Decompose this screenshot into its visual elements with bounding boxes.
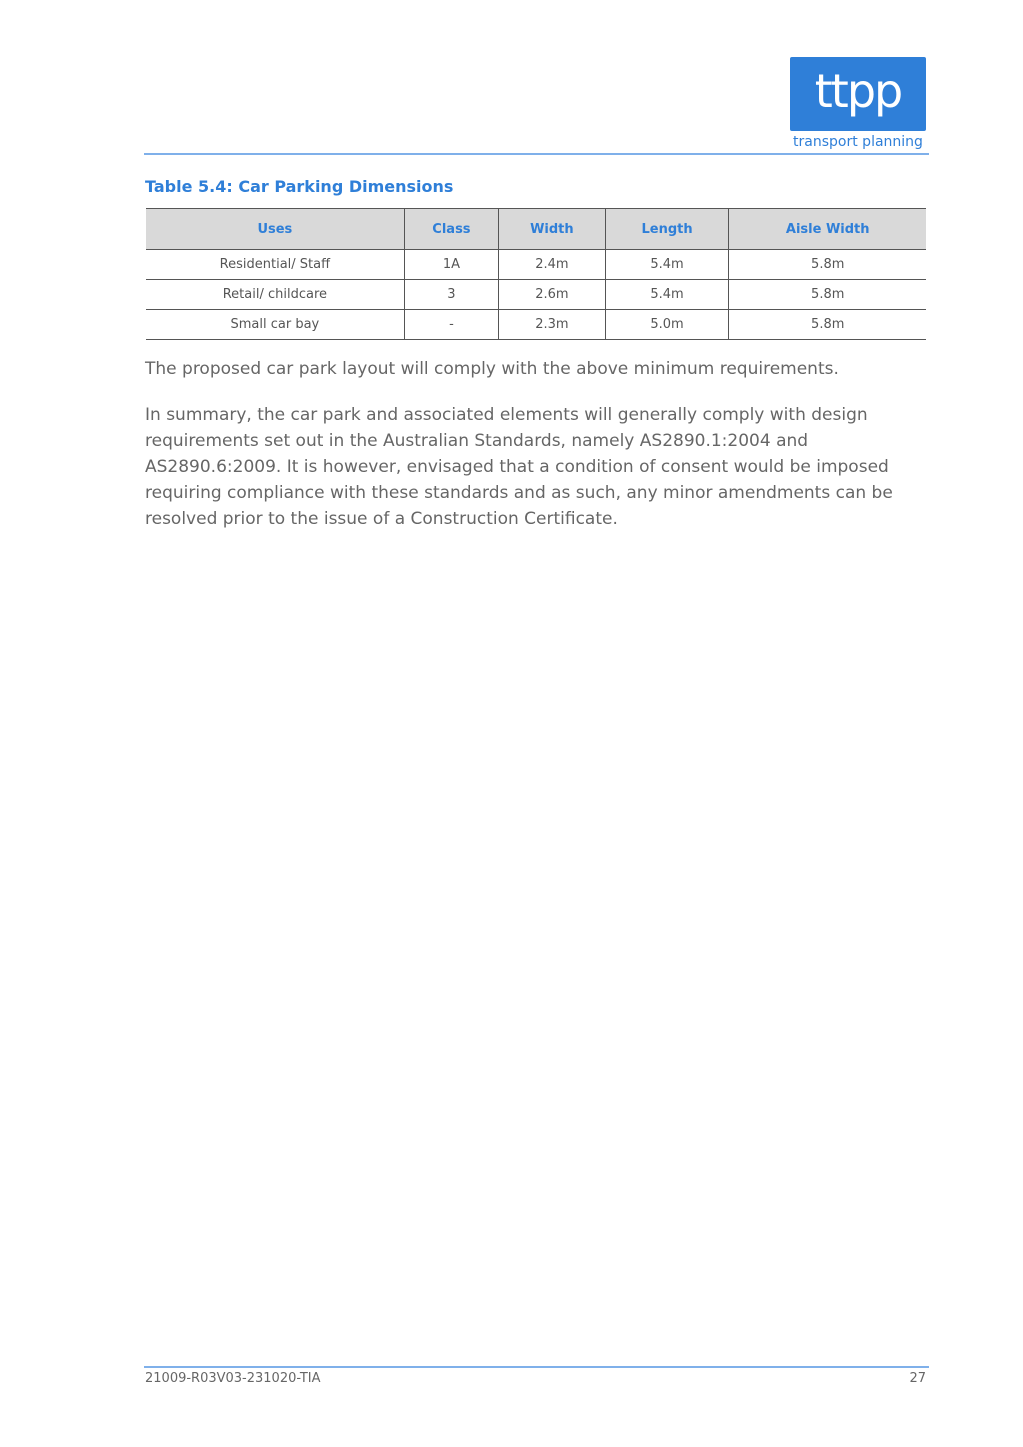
table-row	[146, 280, 926, 310]
car-parking-dimensions-table	[146, 208, 926, 340]
logo-subtitle: transport planning	[793, 134, 923, 150]
table-row	[146, 310, 926, 340]
table-cell: Retail/ childcare	[146, 280, 404, 310]
table-cell: 5.8m	[729, 310, 926, 340]
table-cell: 2.3m	[499, 310, 606, 340]
column-header-length: Length	[605, 209, 729, 250]
logo-text: ttpp	[814, 64, 902, 118]
table-cell: 1A	[404, 250, 498, 280]
body-paragraph-summary: In summary, the car park and associated elements will generally comply with design requirements set out in the Australian Standards, namely AS2890.1:2004 and AS2890.6:2009. It is however, envisaged that a condition of consent would be imposed requiring compliance with these standards and as such, any minor amendments can be resolved prior to the issue of a Construction Certificate.	[145, 405, 893, 529]
table-cell: 5.8m	[729, 250, 926, 280]
footer-page-number: 27	[909, 1371, 926, 1386]
table-cell: 2.6m	[499, 280, 606, 310]
table-cell: 3	[404, 280, 498, 310]
table-header-row	[146, 209, 926, 250]
column-header-width: Width	[499, 209, 606, 250]
header-divider	[144, 153, 929, 155]
table-cell: Residential/ Staff	[146, 250, 404, 280]
footer-document-reference: 21009-R03V03-231020-TIA	[145, 1371, 321, 1386]
ttpp-logo	[790, 57, 926, 131]
table-title: Table 5.4: Car Parking Dimensions	[145, 177, 454, 196]
table-cell: 5.0m	[605, 310, 729, 340]
body-paragraph-compliance: The proposed car park layout will comply with the above minimum requirements.	[145, 359, 839, 379]
footer-divider	[144, 1366, 929, 1368]
table-cell: 2.4m	[499, 250, 606, 280]
table-cell: 5.4m	[605, 280, 729, 310]
table-cell: 5.4m	[605, 250, 729, 280]
table-row	[146, 250, 926, 280]
table-cell: Small car bay	[146, 310, 404, 340]
column-header-aisle-width: Aisle Width	[729, 209, 926, 250]
table-cell: 5.8m	[729, 280, 926, 310]
table-cell: -	[404, 310, 498, 340]
column-header-uses: Uses	[146, 209, 404, 250]
column-header-class: Class	[404, 209, 498, 250]
